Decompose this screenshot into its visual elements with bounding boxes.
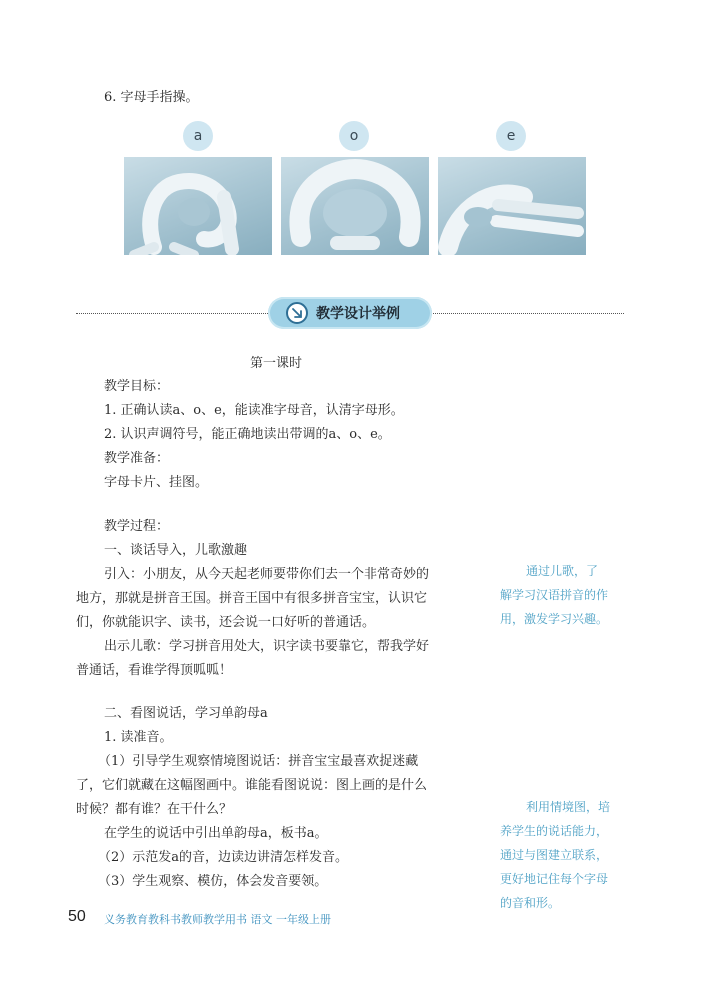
side-note-line: 用，激发学习兴趣。: [500, 612, 609, 626]
divider-right: [428, 313, 624, 314]
hand-a-illustration: [124, 157, 272, 255]
body-line: 在学生的说话中引出单韵母a，板书a。: [104, 826, 328, 841]
arrow-down-right-icon: [286, 302, 308, 324]
hand-gesture-photo-o: [281, 157, 429, 255]
lesson-title: 第一课时: [250, 356, 303, 371]
page-number: 50: [68, 908, 86, 925]
side-note-line: 的音和形。: [500, 896, 561, 910]
body-line: 们，你就能识字、读书，还会说一口好听的普通话。: [76, 615, 376, 630]
side-note-line: 养学生的说话能力，: [500, 824, 609, 838]
body-line: 引入：小朋友，从今天起老师要带你们去一个非常奇妙的: [104, 567, 430, 582]
body-line: 教学目标：: [104, 379, 170, 394]
body-line: 了，它们就藏在这幅图画中。谁能看图说说：图上画的是什么: [76, 778, 428, 793]
body-line: （3）学生观察、模仿，体会发音要领。: [98, 874, 328, 889]
side-note-line: 利用情境图，培: [526, 800, 611, 814]
hand-gesture-photo-a: [124, 157, 272, 255]
side-note-line: 通过儿歌，了: [526, 564, 599, 578]
body-line: 一、谈话导入，儿歌激趣: [104, 543, 248, 558]
book-title: 义务教育教科书教师教学用书 语文 一年级上册: [104, 913, 331, 926]
body-line: 时候？都有谁？在干什么？: [76, 802, 233, 817]
hand-o-illustration: [281, 157, 429, 255]
letter-badge-a: a: [183, 121, 213, 151]
letter-badge-o: o: [339, 121, 369, 151]
section-header-label: 教学设计举例: [316, 306, 400, 322]
letter-badge-e: e: [496, 121, 526, 151]
body-line: （2）示范发a的音，边读边讲清怎样发音。: [98, 850, 349, 865]
divider-left: [76, 313, 272, 314]
side-note-line: 更好地记住每个字母: [500, 872, 609, 886]
body-line: 教学准备：: [104, 451, 170, 466]
body-line: 二、看图说话，学习单韵母a: [104, 706, 268, 721]
side-note-line: 通过与图建立联系，: [500, 848, 609, 862]
body-line: 教学过程：: [104, 519, 170, 534]
body-line: 字母卡片、挂图。: [104, 475, 209, 490]
side-note-line: 解学习汉语拼音的作: [500, 588, 609, 602]
body-line: 普通话，看谁学得顶呱呱！: [76, 663, 233, 678]
hand-e-illustration: [438, 157, 586, 255]
body-line: 1. 读准音。: [104, 730, 173, 745]
exercise-title: 6. 字母手指操。: [104, 90, 199, 105]
body-line: 出示儿歌：学习拼音用处大，识字读书要靠它，帮我学好: [104, 639, 430, 654]
body-line: 1. 正确认读a、o、e，能读准字母音，认清字母形。: [104, 403, 404, 418]
hand-gesture-photo-e: [438, 157, 586, 255]
body-line: （1）引导学生观察情境图说话：拼音宝宝最喜欢捉迷藏: [98, 754, 419, 769]
section-header-pill: [268, 297, 432, 329]
body-line: 地方，那就是拼音王国。拼音王国中有很多拼音宝宝，认识它: [76, 591, 428, 606]
body-line: 2. 认识声调符号，能正确地读出带调的a、o、e。: [104, 427, 391, 442]
